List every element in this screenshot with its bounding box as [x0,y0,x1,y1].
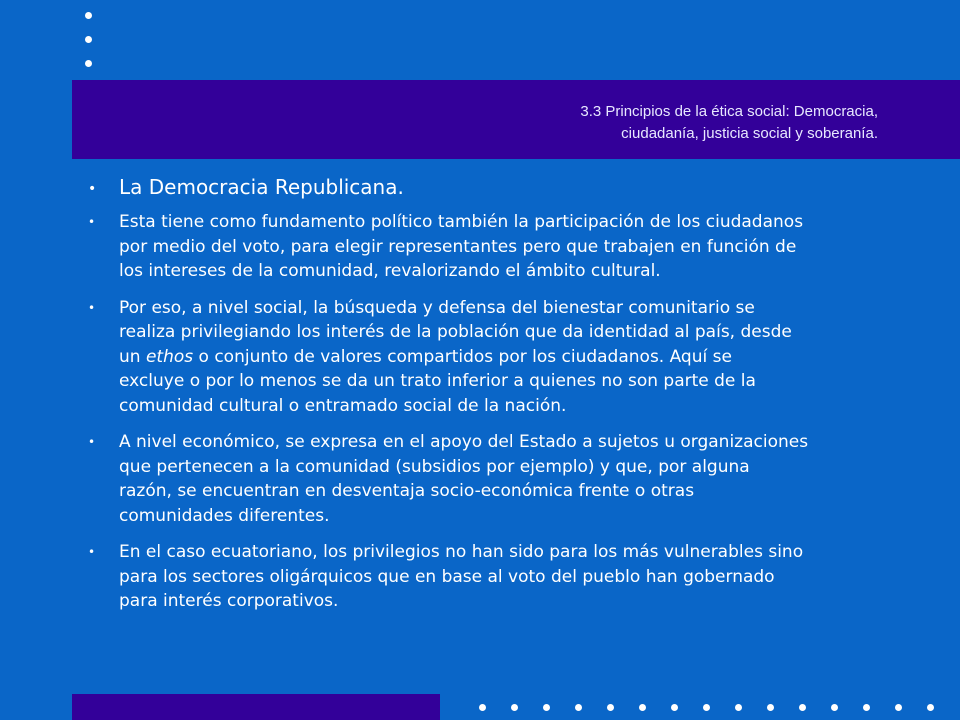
decorative-dot [85,60,92,67]
paragraph-line-start: un [119,346,146,367]
bullet-icon: • [88,545,96,559]
decorative-dot [85,36,92,43]
paragraph [88,430,888,528]
paragraph-line: excluye o por lo menos se da un trato inferior a quienes no son parte de la [119,371,756,391]
ethos-term: ethos [145,346,194,367]
paragraph [88,540,888,614]
decorative-dot [895,704,902,711]
decorative-dot [927,704,934,711]
bullet-icon: • [88,215,96,229]
bullet-icon: • [88,435,96,449]
decorative-dot [799,704,806,711]
decorative-dot [703,704,710,711]
decorative-dot [767,704,774,711]
paragraph-line: para los sectores oligárquicos que en base al voto del pueblo han gobernado [119,566,775,587]
paragraph-line-end: o conjunto de valores compartidos por los ciudadanos. Aquí se [193,346,732,367]
slide-title-line2: ciudadanía, justicia social y soberanía. [621,125,878,142]
decorative-dot [543,704,550,711]
decorative-dot [671,704,678,711]
decorative-dot [479,704,486,711]
section-heading [88,172,888,202]
decorative-dot [575,704,582,711]
paragraph-line: En el caso ecuatoriano, los privilegios no han sido para los más vulnerables sino [119,542,804,562]
paragraph-line: razón, se encuentran en desventaja socio-económica frente o otras [119,481,695,501]
decorative-dot [863,704,870,711]
decorative-dot [85,12,92,19]
paragraph [88,210,888,284]
decorative-dot [735,704,742,711]
paragraph-line: realiza privilegiando los interés de la población que da identidad al país, desde [119,322,792,342]
paragraph-line: comunidades diferentes. [119,505,330,526]
paragraph-line: que pertenecen a la comunidad (subsidios por ejemplo) y que, por alguna [119,456,750,477]
paragraph-line: Por eso, a nivel social, la búsqueda y defensa del bienestar comunitario se [119,297,755,318]
heading-period: . [397,175,404,199]
slide-title-line1: 3.3 Principios de la ética social: Democracia, [580,103,878,120]
paragraph-line: los intereses de la comunidad, revalorizando el ámbito cultural. [119,261,661,281]
slide-content [88,172,888,626]
paragraph-line: para interés corporativos. [119,591,339,611]
slide-title [398,101,878,145]
paragraph [88,296,888,419]
decorative-dot [607,704,614,711]
decorative-dot [511,704,518,711]
paragraph-line: A nivel económico, se expresa en el apoyo del Estado a sujetos u organizaciones [119,432,809,452]
bullet-icon: • [88,300,96,315]
paragraph-line: por medio del voto, para elegir representantes pero que trabajen en función de [119,236,797,257]
decorative-dot [639,704,646,711]
footer-band [72,694,440,720]
decorative-dot [831,704,838,711]
paragraph-line: comunidad cultural o entramado social de la nación. [119,395,567,416]
heading-text: La Democracia Republicana [119,175,398,199]
bullet-icon: • [88,181,97,197]
paragraph-line: Esta tiene como fundamento político también la participación de los ciudadanos [119,212,804,232]
